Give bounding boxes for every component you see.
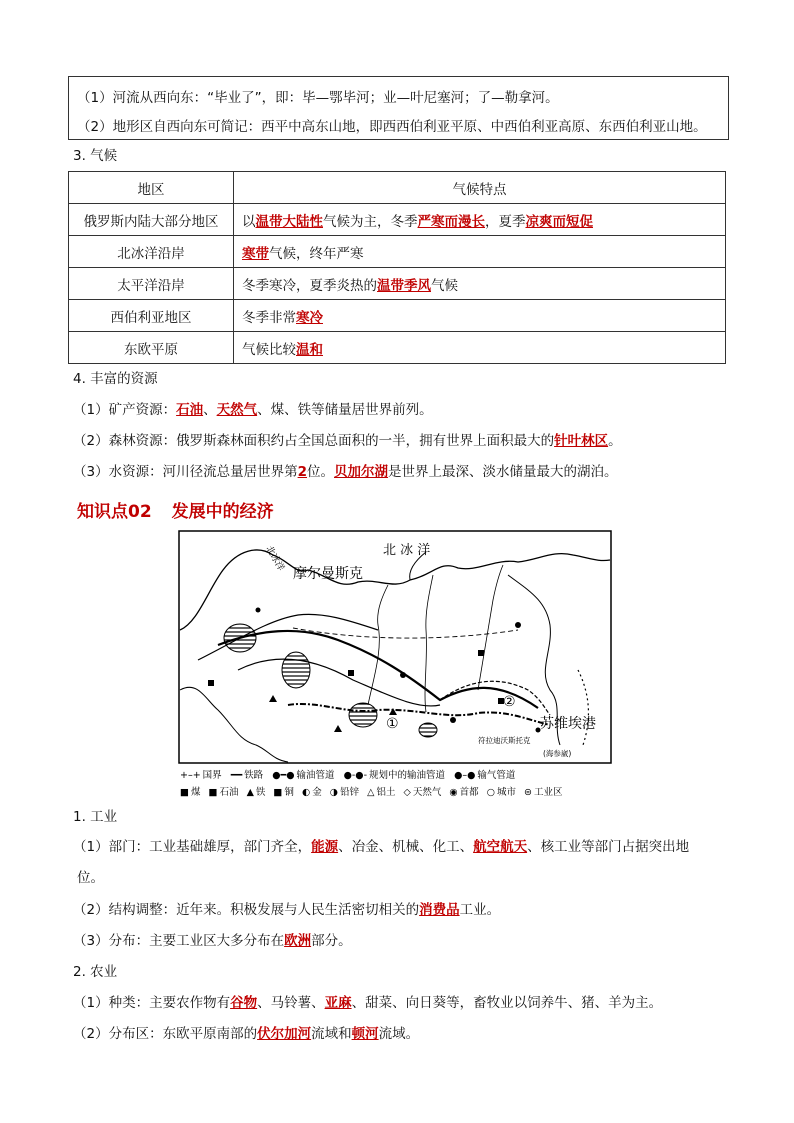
region-cell: 西伯利亚地区 xyxy=(69,300,234,332)
ocean-label: 北 冰 洋 xyxy=(383,543,431,558)
knowledge-point-title: 发展中的经济 xyxy=(171,502,274,522)
gold-icon xyxy=(450,717,456,723)
russia-economy-map xyxy=(178,530,612,800)
port-west-label: 摩尔曼斯克 xyxy=(293,566,363,582)
region-cell: 太平洋沿岸 xyxy=(69,268,234,300)
industry-sectors: （1）部门：工业基础雄厚，部门齐全，能源、冶金、机械、化工、航空航天、核工业等部门占据突出地 xyxy=(73,839,690,855)
port-east-label: 苏维埃港 xyxy=(540,716,596,732)
industrial-zone xyxy=(419,723,437,737)
industry-heading: 1. 工业 xyxy=(73,809,118,825)
forest-resources: （2）森林资源：俄罗斯森林面积约占全国总面积的一半，拥有世界上面积最大的针叶林区。 xyxy=(73,433,622,449)
header-climate: 气候特点 xyxy=(234,172,726,204)
climate-table xyxy=(68,171,726,364)
agriculture-types: （1）种类：主要农作物有谷物、马铃薯、亚麻、甜菜、向日葵等，畜牧业以饲养牛、猪、羊为主。 xyxy=(73,995,663,1011)
industrial-zone xyxy=(349,703,377,727)
industrial-zone xyxy=(282,652,310,688)
table-row xyxy=(69,300,726,332)
climate-cell: 气候比较温和 xyxy=(234,332,726,364)
gold-icon xyxy=(400,672,406,678)
region-cell: 东欧平原 xyxy=(69,332,234,364)
map-legend xyxy=(180,769,563,798)
mineral-resources: （1）矿产资源：石油、天然气、煤、铁等储量居世界前列。 xyxy=(73,402,433,418)
industrial-zone xyxy=(224,624,256,652)
table-row xyxy=(69,332,726,364)
knowledge-point-heading xyxy=(77,497,294,522)
legend-row-1: +–+ 国界 ━━ 铁路 ●━● 输油管道 ●-●- 规划中的输油管道 ●–● 输气管道 xyxy=(180,770,516,781)
coal-icon xyxy=(208,680,214,686)
table-row xyxy=(69,268,726,300)
industry-sectors-cont: 位。 xyxy=(77,870,104,886)
city-icon xyxy=(256,608,261,613)
industry-distribution: （3）分布：主要工业区大多分布在欧洲部分。 xyxy=(73,933,352,949)
climate-cell: 冬季寒冷，夏季炎热的温带季风气候 xyxy=(234,268,726,300)
resources-heading: 4. 丰富的资源 xyxy=(73,371,158,387)
region-cell: 俄罗斯内陆大部分地区 xyxy=(69,204,234,236)
legend-row-2: ■ 煤 ■ 石油 ▲ 铁 ■ 铜 ◐ 金 ◑ 铅锌 △ 铝土 ◇ 天然气 ◉ 首都 ○ 城市 ⊜ 工业区 xyxy=(180,787,563,798)
agriculture-heading: 2. 农业 xyxy=(73,964,118,980)
climate-cell: 寒带气候，终年严寒 xyxy=(234,236,726,268)
climate-cell: 以温带大陆性气候为主，冬季严寒而漫长，夏季凉爽而短促 xyxy=(234,204,726,236)
east-city-alt-label: (海参崴) xyxy=(543,749,572,758)
agriculture-distribution: （2）分布区：东欧平原南部的伏尔加河流域和顿河流域。 xyxy=(73,1026,420,1042)
coal-icon xyxy=(348,670,354,676)
region-cell: 北冰洋沿岸 xyxy=(69,236,234,268)
knowledge-point-number: 知识点02 xyxy=(77,502,152,522)
climate-heading: 3. 气候 xyxy=(73,148,118,164)
climate-table-header xyxy=(69,172,726,204)
climate-cell: 冬季非常寒冷 xyxy=(234,300,726,332)
industry-structure: （2）结构调整：近年来。积极发展与人民生活密切相关的消费品工业。 xyxy=(73,902,501,918)
table-row xyxy=(69,204,726,236)
terrain-note: （2）地形区自西向东可简记：西平中高东山地，即西西伯利亚平原、中西伯利亚高原、东西伯利亚山地。 xyxy=(77,119,707,135)
marker-2: ② xyxy=(503,694,516,710)
header-region: 地区 xyxy=(69,172,234,204)
rivers-terrain-note-box xyxy=(68,76,729,140)
table-row xyxy=(69,236,726,268)
rivers-note: （1）河流从西向东：“毕业了”，即：毕—鄂毕河；业—叶尼塞河；了—勒拿河。 xyxy=(77,90,559,106)
coal-icon xyxy=(478,650,484,656)
sea-label: 北冰洋 xyxy=(263,544,286,573)
gold-icon xyxy=(515,622,521,628)
marker-1: ① xyxy=(386,716,399,732)
water-resources: （3）水资源：河川径流总量居世界第2位。贝加尔湖是世界上最深、淡水储量最大的湖泊。 xyxy=(73,464,618,480)
east-city-label: 符拉迪沃斯托克 xyxy=(478,736,531,745)
